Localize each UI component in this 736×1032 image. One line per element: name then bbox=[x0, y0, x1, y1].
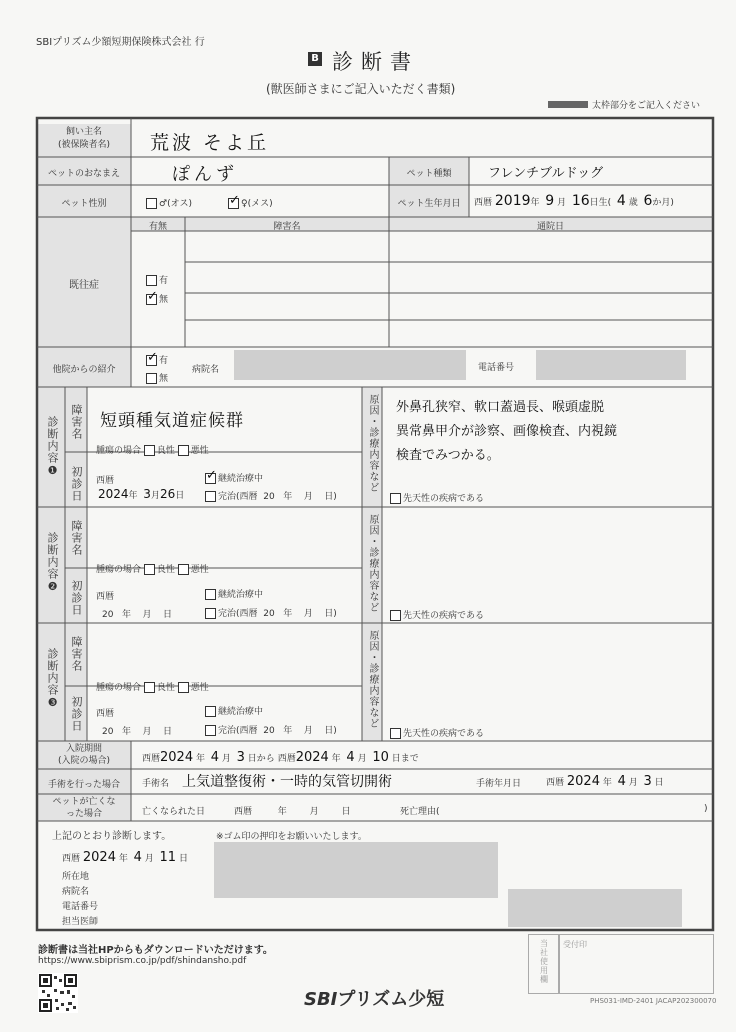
diag3-cured[interactable]: 完治(西暦 20 年 月 日) bbox=[205, 723, 337, 736]
referral-phone-label: 電話番号 bbox=[478, 363, 515, 373]
history-label: 既往症 bbox=[69, 280, 99, 291]
diag1-continuing-checkbox[interactable] bbox=[205, 473, 216, 484]
page-subtitle: (獣医師さまにご記入いただく書類) bbox=[266, 82, 456, 96]
surgery-name-label: 手術名 bbox=[142, 779, 170, 789]
diag1-cause bbox=[396, 396, 617, 468]
form-code: PHS031-IMD-2401 JACAP202300070 bbox=[590, 997, 717, 1005]
diag3-congenital-checkbox[interactable] bbox=[390, 728, 401, 739]
diag2-first-date: 20 年 月 日 bbox=[102, 610, 172, 620]
diag1-cause-vlabel: 原因・診療内容など bbox=[367, 394, 378, 493]
diag3-first-date: 20 年 月 日 bbox=[102, 727, 172, 737]
history-no-checkbox[interactable] bbox=[146, 294, 157, 305]
diag2-tumor: 腫瘍の場合 良性 悪性 bbox=[96, 565, 209, 575]
diag1-malignant-checkbox[interactable] bbox=[178, 445, 189, 456]
sex-male[interactable]: ♂(オス) bbox=[146, 196, 192, 209]
surgery-date-label: 手術年月日 bbox=[476, 779, 522, 789]
diag1-cured-checkbox[interactable] bbox=[205, 491, 216, 502]
death-reason-close: ) bbox=[704, 804, 708, 814]
field-phone: 電話番号 bbox=[62, 902, 99, 912]
diag2-name-vlabel: 障害名 bbox=[70, 520, 83, 556]
diag2-vlabel: 診断内容❷ bbox=[46, 532, 59, 594]
pet-breed: フレンチブルドッグ bbox=[488, 166, 604, 181]
diag1-congenital[interactable]: 先天性の疾病である bbox=[390, 491, 484, 504]
diag3-name-vlabel: 障害名 bbox=[70, 636, 83, 672]
history-yes[interactable]: 有 bbox=[146, 273, 168, 286]
history-col-visit: 通院日 bbox=[536, 222, 564, 232]
title-badge: B bbox=[308, 52, 322, 66]
diag2-congenital[interactable]: 先天性の疾病である bbox=[390, 608, 484, 621]
diag1-congenital-checkbox[interactable] bbox=[390, 493, 401, 504]
diag2-era: 西暦 bbox=[96, 592, 115, 602]
diag3-first-vlabel: 初診日 bbox=[70, 696, 83, 732]
hospitalization-label: 入院期間 (入院の場合) bbox=[57, 744, 111, 766]
pet-breed-label: ペット種類 bbox=[406, 169, 452, 179]
reception-stamp-box: 受付印 bbox=[558, 934, 714, 994]
diag1-cause-line-2: 異常鼻甲介が診察、画像検査、内視鏡 bbox=[396, 424, 618, 439]
diag1-cause-line-3: 検査でみつかる。 bbox=[396, 448, 500, 463]
diag3-era: 西暦 bbox=[96, 709, 115, 719]
diag2-congenital-checkbox[interactable] bbox=[390, 610, 401, 621]
pet-sex-label: ペット性別 bbox=[61, 199, 107, 209]
history-col-disease: 障害名 bbox=[273, 222, 301, 232]
diag1-continuing[interactable]: ✓継続治療中 bbox=[205, 471, 263, 484]
field-hospital: 病院名 bbox=[62, 887, 90, 897]
pet-name-label: ペットのおなまえ bbox=[47, 169, 120, 179]
diag1-era: 西暦 bbox=[96, 476, 115, 486]
referral-no[interactable]: 無 bbox=[146, 371, 168, 384]
referral-phone-redacted bbox=[536, 350, 686, 380]
death-date-label: 亡くなられた日 bbox=[142, 807, 206, 817]
download-note: 診断書は当社HPからもダウンロードいただけます。 bbox=[38, 945, 273, 956]
field-address: 所在地 bbox=[62, 872, 90, 882]
referral-yes[interactable]: ✓有 bbox=[146, 353, 168, 366]
diag2-cured-checkbox[interactable] bbox=[205, 608, 216, 619]
surgery-date: 西暦 2024 年 4 月 3 日 bbox=[546, 774, 664, 789]
owner-label: 飼い主名 (被保険者名) bbox=[57, 127, 111, 150]
referral-hospital-redacted bbox=[234, 350, 466, 380]
pet-name: ぽんず bbox=[172, 164, 238, 185]
stamp-redacted bbox=[508, 889, 682, 927]
diag3-congenital[interactable]: 先天性の疾病である bbox=[390, 726, 484, 739]
diag2-benign-checkbox[interactable] bbox=[144, 564, 155, 575]
hospitalization-period: 西暦2024 年 4 月 3 日から 西暦2024 年 4 月 10 日まで bbox=[142, 750, 419, 765]
diagnosis-statement: 上記のとおり診断します。 bbox=[52, 831, 172, 842]
sex-female-checkbox[interactable] bbox=[228, 198, 239, 209]
referral-label: 他院からの紹介 bbox=[52, 365, 116, 375]
death-reason-label: 死亡理由( bbox=[400, 807, 440, 817]
diag3-cause-vlabel: 原因・診療内容など bbox=[367, 630, 378, 729]
diag3-continuing[interactable]: 継続治療中 bbox=[205, 704, 263, 717]
brand-logo: SBIプリズム少短 bbox=[304, 989, 445, 1010]
diag3-malignant-checkbox[interactable] bbox=[178, 682, 189, 693]
signature-date: 西暦 2024 年 4 月 11 日 bbox=[62, 850, 188, 865]
diag3-continuing-checkbox[interactable] bbox=[205, 706, 216, 717]
diag3-cured-checkbox[interactable] bbox=[205, 725, 216, 736]
sex-male-checkbox[interactable] bbox=[146, 198, 157, 209]
addressee: SBIプリズム少額短期保険株式会社 行 bbox=[36, 37, 205, 48]
signature-fields bbox=[62, 870, 98, 930]
diag2-cause-vlabel: 原因・診療内容など bbox=[367, 514, 378, 613]
referral-no-checkbox[interactable] bbox=[146, 373, 157, 384]
qr-code-icon bbox=[38, 973, 78, 1013]
diag2-continuing[interactable]: 継続治療中 bbox=[205, 587, 263, 600]
download-url[interactable]: https://www.sbiprism.co.jp/pdf/shindansho.pdf bbox=[38, 956, 247, 966]
office-use-box: 当社使用欄 bbox=[528, 934, 560, 994]
field-doctor: 担当医師 bbox=[62, 917, 99, 927]
diag3-tumor: 腫瘍の場合 良性 悪性 bbox=[96, 683, 209, 693]
clinic-info-redacted bbox=[214, 842, 498, 898]
history-yes-checkbox[interactable] bbox=[146, 275, 157, 286]
diag2-first-vlabel: 初診日 bbox=[70, 580, 83, 616]
bold-frame-note: 太枠部分をご記入ください bbox=[592, 101, 701, 111]
stamp-note: ※ゴム印の押印をお願いいたします。 bbox=[216, 832, 367, 842]
diag3-vlabel: 診断内容❸ bbox=[46, 648, 59, 710]
owner-name: 荒波 そよ丘 bbox=[150, 132, 270, 154]
history-col-presence: 有無 bbox=[148, 222, 167, 232]
referral-hospital-label: 病院名 bbox=[192, 365, 220, 375]
diag1-first-vlabel: 初診日 bbox=[70, 466, 83, 502]
pet-birthdate: 西暦 2019年 9 月 16日生( 4 歳 6か月) bbox=[474, 193, 674, 209]
death-date: 西暦 年 月 日 bbox=[234, 807, 351, 817]
surgery-name: 上気道整復術・一時的気管切開術 bbox=[182, 774, 392, 790]
diag1-vlabel: 診断内容❶ bbox=[46, 416, 59, 478]
sex-female[interactable]: ✓ ♀(メス) bbox=[228, 196, 273, 209]
diag2-continuing-checkbox[interactable] bbox=[205, 589, 216, 600]
history-no[interactable]: ✓無 bbox=[146, 292, 168, 305]
diag1-disease: 短頭種気道症候群 bbox=[100, 411, 244, 431]
referral-yes-checkbox[interactable] bbox=[146, 355, 157, 366]
diag1-first-date: 2024年 3月26日 bbox=[98, 487, 185, 501]
diag1-name-vlabel: 障害名 bbox=[70, 404, 83, 440]
death-label: ペットが亡くな った場合 bbox=[52, 797, 116, 819]
diag2-malignant-checkbox[interactable] bbox=[178, 564, 189, 575]
diag1-benign-checkbox[interactable] bbox=[144, 445, 155, 456]
pet-birth-label: ペット生年月日 bbox=[397, 199, 461, 209]
page-title: 診断書 bbox=[332, 50, 419, 74]
surgery-label: 手術を行った場合 bbox=[47, 780, 120, 790]
diag1-cured[interactable]: 完治(西暦 20 年 月 日) bbox=[205, 489, 337, 502]
diag1-cause-line-1: 外鼻孔狭窄、軟口蓋過長、喉頭虚脱 bbox=[396, 400, 605, 415]
diag1-tumor: 腫瘍の場合 良性 悪性 bbox=[96, 446, 209, 456]
diag3-benign-checkbox[interactable] bbox=[144, 682, 155, 693]
diag2-cured[interactable]: 完治(西暦 20 年 月 日) bbox=[205, 606, 337, 619]
